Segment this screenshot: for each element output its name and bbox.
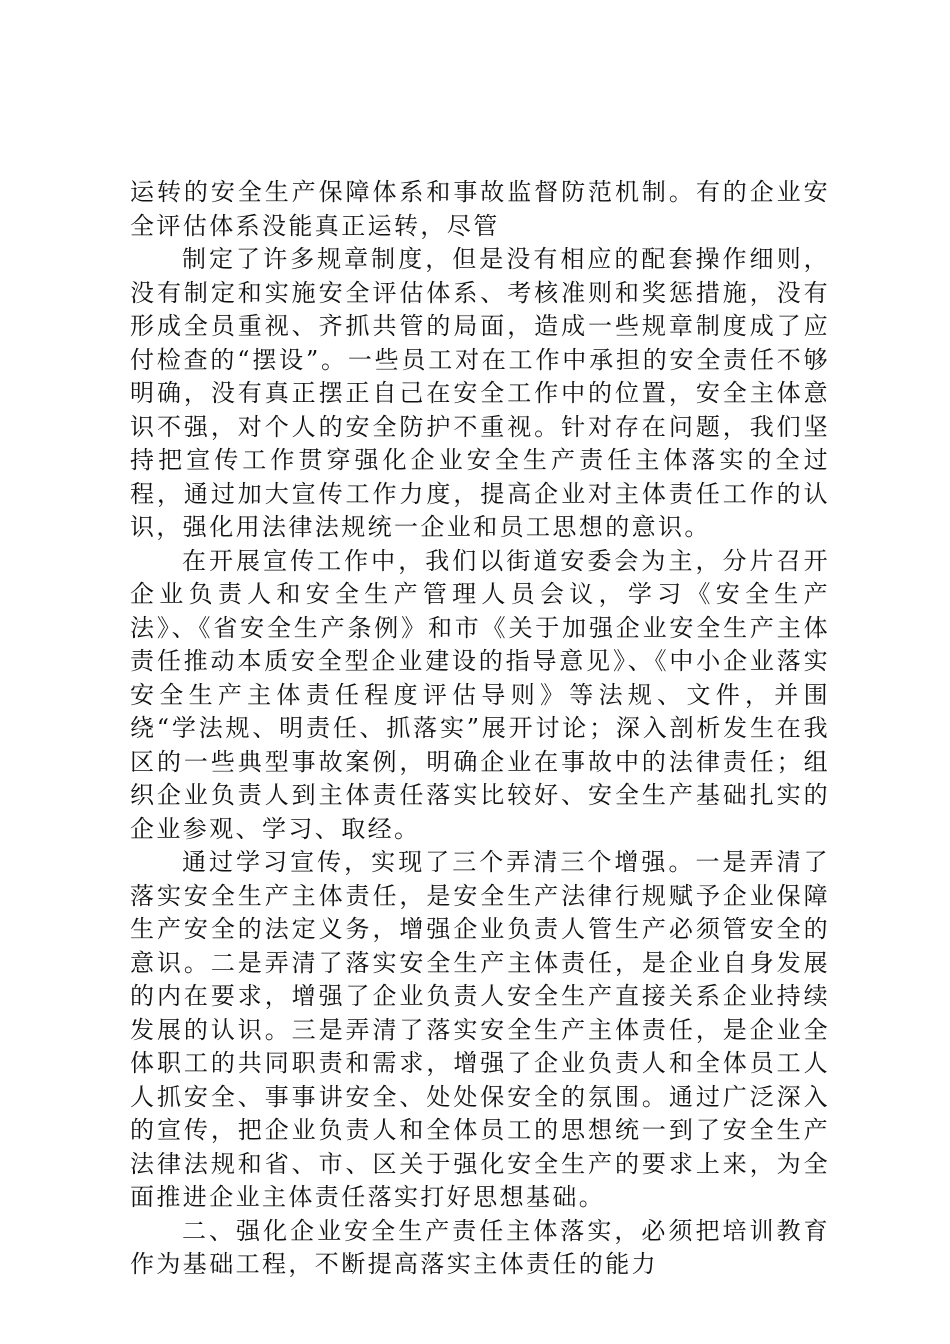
- paragraph-2: 制定了许多规章制度，但是没有相应的配套操作细则，没有制定和实施安全评估体系、考核准则和奖惩措施，没有形成全员重视、齐抓共管的局面，造成一些规章制度成了应付检查的“摆设”。一些员工对在工作中承担的安全责任不够明确，没有真正摆正自己在安全工作中的位置，安全主体意识不强，对个人的安全防护不重视。针对存在问题，我们坚持把宣传工作贯穿强化企业安全生产责任主体落实的全过程，通过加大宣传工作力度，提高企业对主体责任工作的认识，强化用法律法规统一企业和员工思想的意识。: [130, 245, 830, 541]
- paragraph-3: 在开展宣传工作中，我们以街道安委会为主，分片召开企业负责人和安全生产管理人员会议，学习《安全生产法》、《省安全生产条例》和市《关于加强企业安全生产主体责任推动本质安全型企业建设的指导意见》、《中小企业落实安全生产主体责任程度评估导则》等法规、文件，并围绕“学法规、明责任、抓落实”展开讨论；深入剖析发生在我区的一些典型事故案例，明确企业在事故中的法律责任；组织企业负责人到主体责任落实比较好、安全生产基础扎实的企业参观、学习、取经。: [130, 546, 830, 843]
- paragraph-5-section-heading: 二、强化企业安全生产责任主体落实，必须把培训教育作为基础工程，不断提高落实主体责任的能力: [130, 1216, 830, 1278]
- paragraph-4: 通过学习宣传，实现了三个弄清三个增强。一是弄清了落实安全生产主体责任，是安全生产法律行规赋予企业保障生产安全的法定义务，增强企业负责人管生产必须管安全的意识。二是弄清了落实安全生产主体责任，是企业自身发展的内在要求，增强了企业负责人安全生产直接关系企业持续发展的认识。三是弄清了落实安全生产主体责任，是企业全体职工的共同职责和需求，增强了企业负责人和全体员工人人抓安全、事事讲安全、处处保安全的氛围。通过广泛深入的宣传，把企业负责人和全体员工的思想统一到了安全生产法律法规和省、市、区关于强化安全生产的要求上来，为全面推进企业主体责任落实打好思想基础。: [130, 848, 830, 1211]
- document-body: [130, 176, 830, 1282]
- paragraph-1: 运转的安全生产保障体系和事故监督防范机制。有的企业安全评估体系没能真正运转，尽管: [130, 178, 830, 240]
